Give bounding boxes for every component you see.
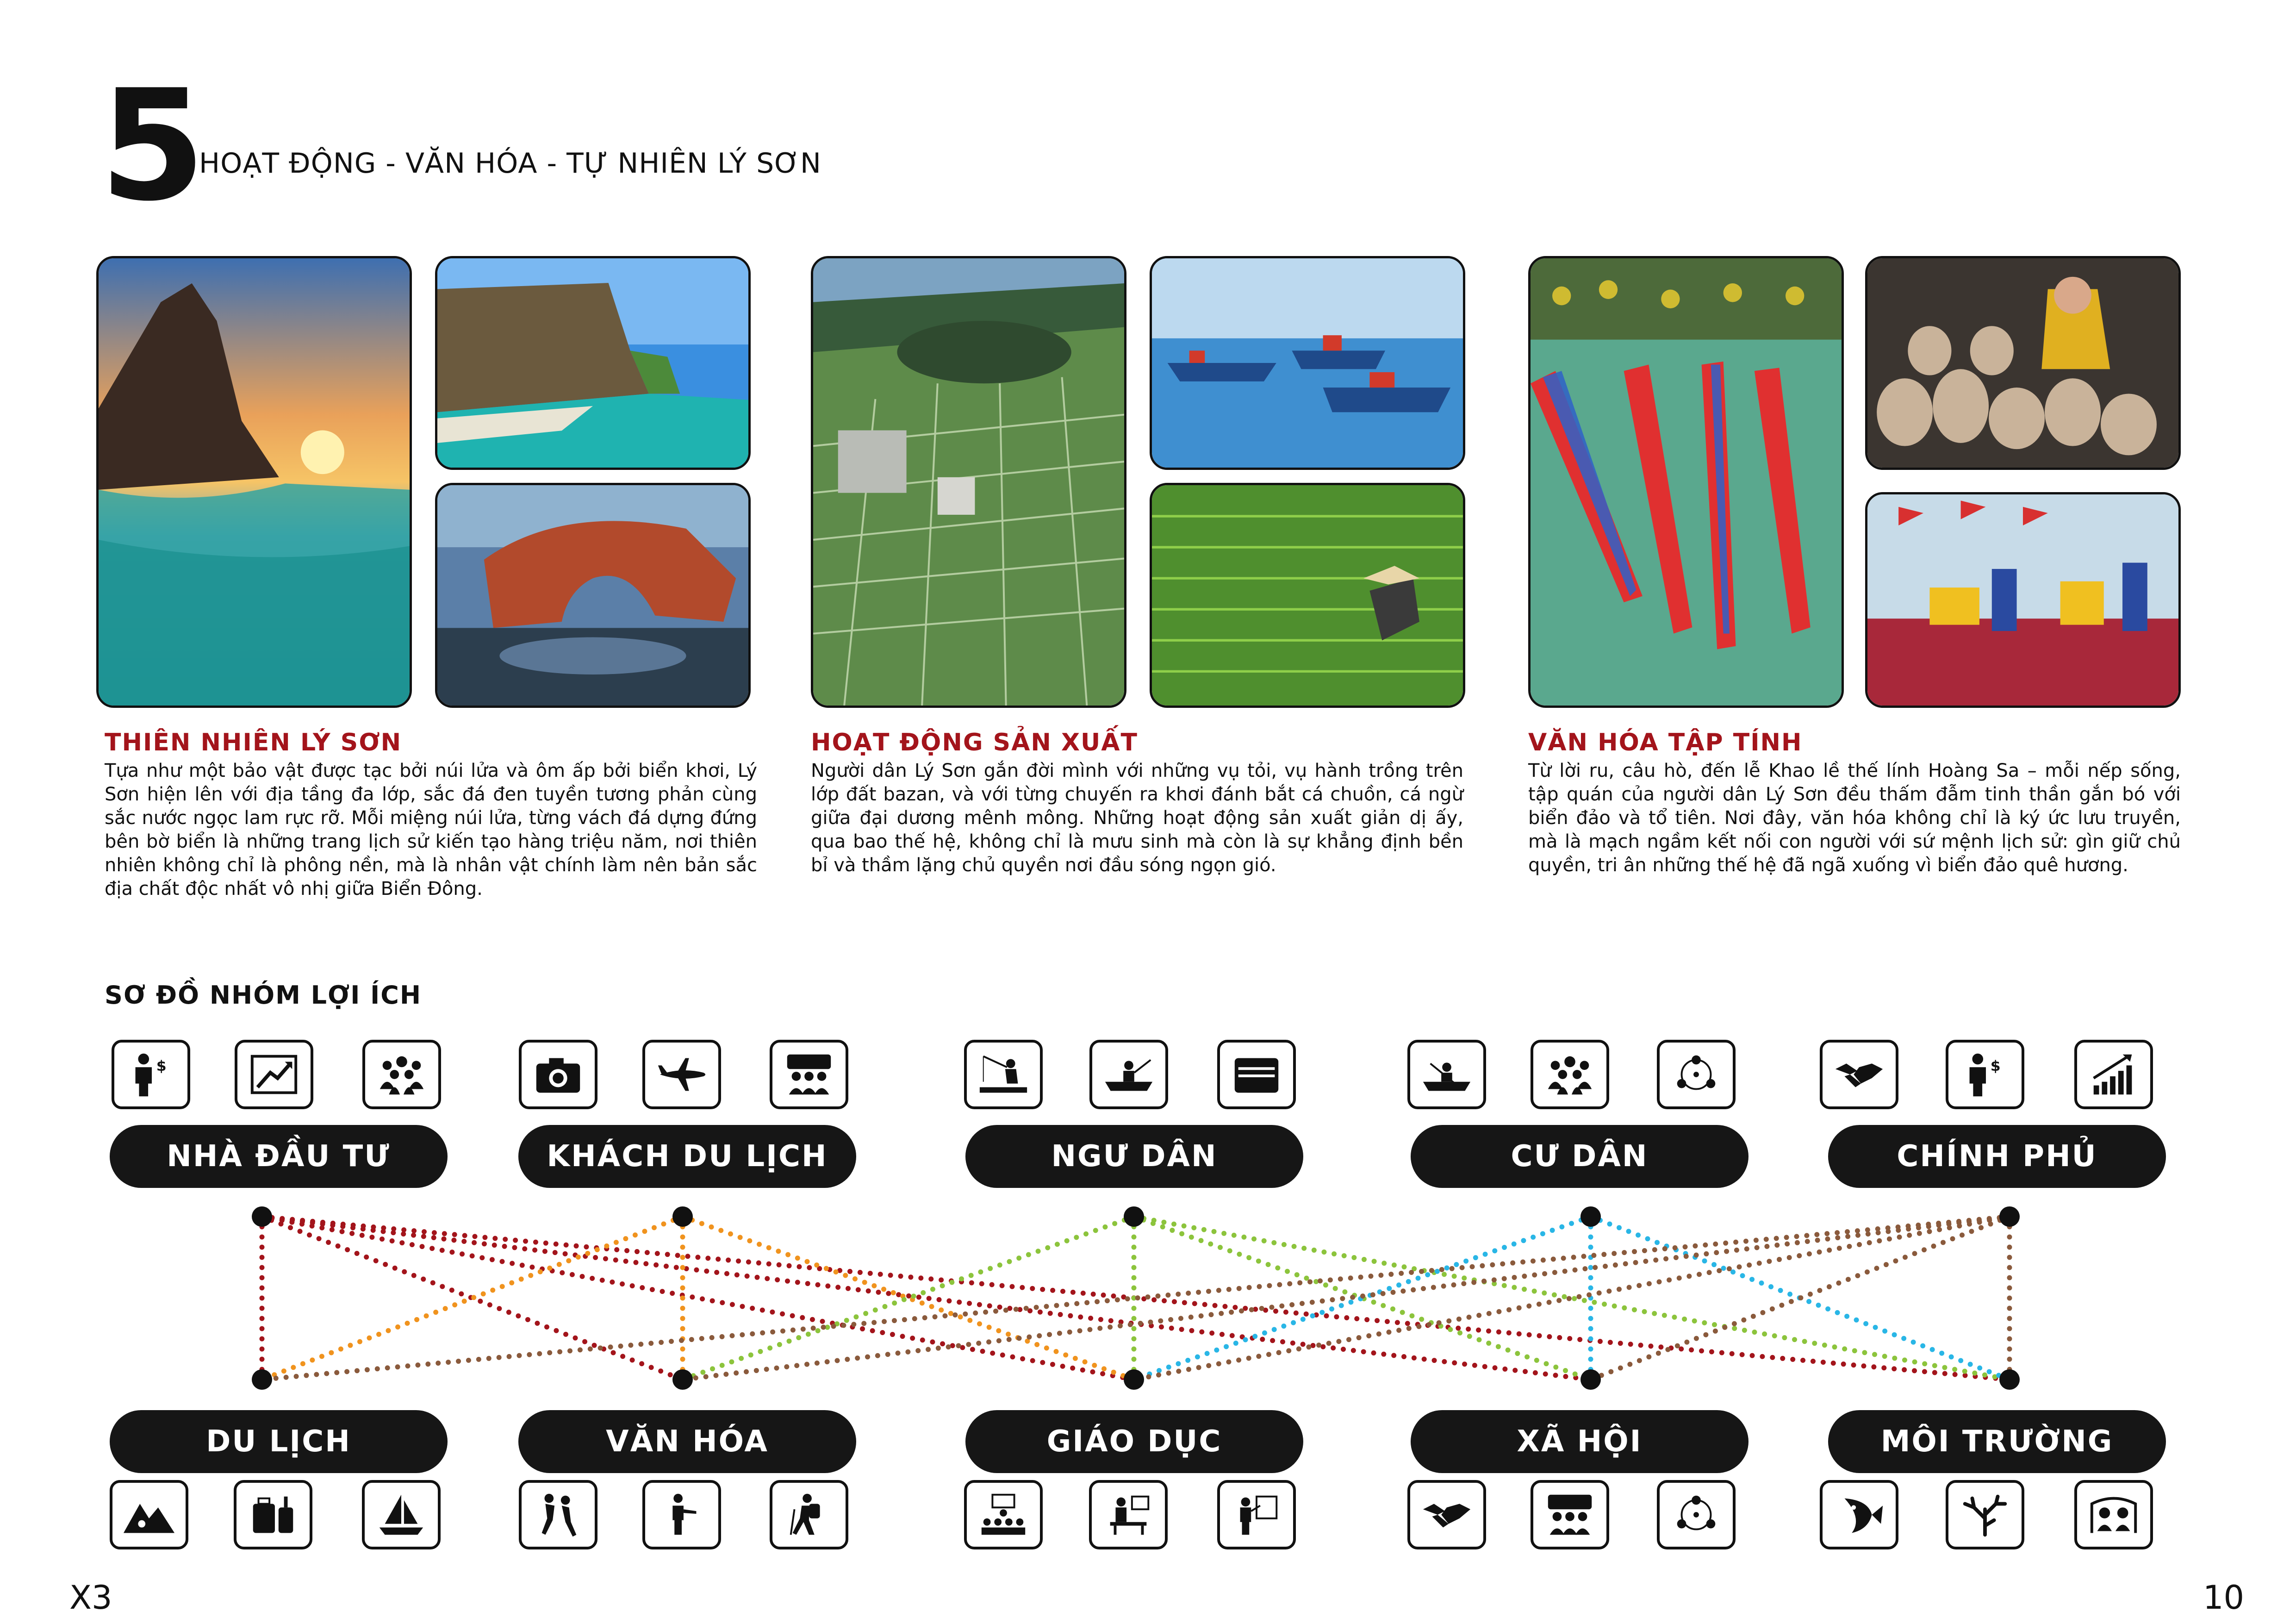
group-people-icon [362, 1040, 441, 1109]
dancers-icon [519, 1480, 597, 1549]
section-number: 5 [100, 57, 202, 235]
diagram-title: SƠ ĐỒ NHÓM LỢI ÍCH [105, 981, 422, 1010]
fisherman-icon [964, 1040, 1043, 1109]
node-society [1580, 1369, 1601, 1390]
mountains-icon [110, 1480, 188, 1549]
stakeholder-government: CHÍNH PHỦ [1828, 1125, 2166, 1188]
section-title-nature: THIÊN NHIÊN LÝ SƠN [105, 729, 402, 756]
section-body-culture: Từ lời ru, câu hò, đến lễ Khao lề thế lính Hoàng Sa – mỗi nếp sống, tập quán của người dân Lý Sơn đều thấm đẫm tinh thần gắn bó với biển đảo và tổ tiên. Nơi đây, văn hóa không chỉ là ký ức lưu truyền, mà là mạch ngầm kết nối con người với sứ mệnh lịch sử: gìn giữ chủ quyền, tri ân những thế hệ đã ngã xuống vì biển đảo quê hương. [1528, 760, 2181, 876]
section-title-production: HOẠT ĐỘNG SẢN XUẤT [811, 729, 1138, 756]
audience-screen-icon [1531, 1480, 1609, 1549]
sailboat-icon [362, 1480, 441, 1549]
node-tourism [252, 1369, 272, 1390]
fisher-connections [683, 1217, 2010, 1380]
benefit-education: GIÁO DỤC [965, 1410, 1303, 1473]
community-network-icon [1657, 1480, 1736, 1549]
luggage-icon [234, 1480, 312, 1549]
handshake-icon [1820, 1040, 1898, 1109]
section-title-culture: VĂN HÓA TẬP TÍNH [1528, 729, 1803, 756]
node-investor [252, 1206, 272, 1227]
guide-person-icon [642, 1480, 721, 1549]
benefit-environment: MÔI TRƯỜNG [1828, 1410, 2166, 1473]
page-number: 10 [2203, 1579, 2245, 1617]
rowing-boat-icon [1407, 1040, 1486, 1109]
airplane-icon [642, 1040, 721, 1109]
node-tourist [672, 1206, 693, 1227]
svg-text:$: $ [1990, 1058, 2001, 1075]
coral-icon [1946, 1480, 2024, 1549]
fishing-boat-icon [1089, 1040, 1168, 1109]
community-network-icon [1657, 1040, 1736, 1109]
node-government [1999, 1206, 2020, 1227]
growth-chart-icon [235, 1040, 313, 1109]
benefit-society: XÃ HỘI [1411, 1410, 1748, 1473]
svg-text:$: $ [156, 1058, 167, 1075]
investor-person-icon [112, 1040, 190, 1109]
handshake-icon [1407, 1480, 1486, 1549]
stakeholder-resident: CƯ DÂN [1411, 1125, 1748, 1188]
stakeholder-investor: NHÀ ĐẦU TƯ [110, 1125, 448, 1188]
teacher-board-icon [1217, 1480, 1296, 1549]
ecosystem-icon [2074, 1480, 2153, 1549]
classroom-icon [964, 1480, 1043, 1549]
node-fisher [1124, 1206, 1144, 1227]
stakeholder-tourist: KHÁCH DU LỊCH [518, 1125, 856, 1188]
fish-icon [1820, 1480, 1898, 1549]
fish-crate-icon [1217, 1040, 1296, 1109]
group-people-icon [1531, 1040, 1609, 1109]
node-environment [1999, 1369, 2020, 1390]
camera-icon [519, 1040, 597, 1109]
benefit-culture: VĂN HÓA [518, 1410, 856, 1473]
audience-screen-icon [770, 1040, 848, 1109]
bar-growth-icon [2074, 1040, 2153, 1109]
investor-person-icon [1946, 1040, 2024, 1109]
page-title: HOẠT ĐỘNG - VĂN HÓA - TỰ NHIÊN LÝ SƠN [199, 147, 821, 180]
hiker-icon [770, 1480, 848, 1549]
benefit-tourism: DU LỊCH [110, 1410, 448, 1473]
section-body-production: Người dân Lý Sơn gắn đời mình với những vụ tỏi, vụ hành trồng trên lớp đất bazan, và với từng chuyến ra khơi đánh bắt cá chuồn, cá ngừ giữa đại dương mênh mông. Những hoạt động sản xuất giản dị ấy, qua bao thế hệ, không chỉ là mưu sinh mà còn là sự khẳng định bền bỉ và thầm lặng chủ quyền nơi đầu sóng ngọn gió. [811, 760, 1463, 876]
stakeholder-fisher: NGƯ DÂN [965, 1125, 1303, 1188]
node-education [1124, 1369, 1144, 1390]
student-desk-icon [1089, 1480, 1168, 1549]
footer-label: X3 [69, 1579, 112, 1617]
node-culture [672, 1369, 693, 1390]
node-resident [1580, 1206, 1601, 1227]
section-body-nature: Tựa như một bảo vật được tạc bởi núi lửa và ôm ấp bởi biển khơi, Lý Sơn hiện lên với địa tầng đa lớp, sắc đá đen tuyền tương phản cùng sắc nước ngọc lam rực rỡ. Mỗi miệng núi lửa, từng vách đá dựng đứng bên bờ biển là những trang lịch sử kiến tạo hàng triệu năm, nơi thiên nhiên không chỉ là phông nền, mà là nhân vật chính làm nên bản sắc địa chất độc nhất vô nhị giữa Biển Đông. [105, 760, 757, 899]
